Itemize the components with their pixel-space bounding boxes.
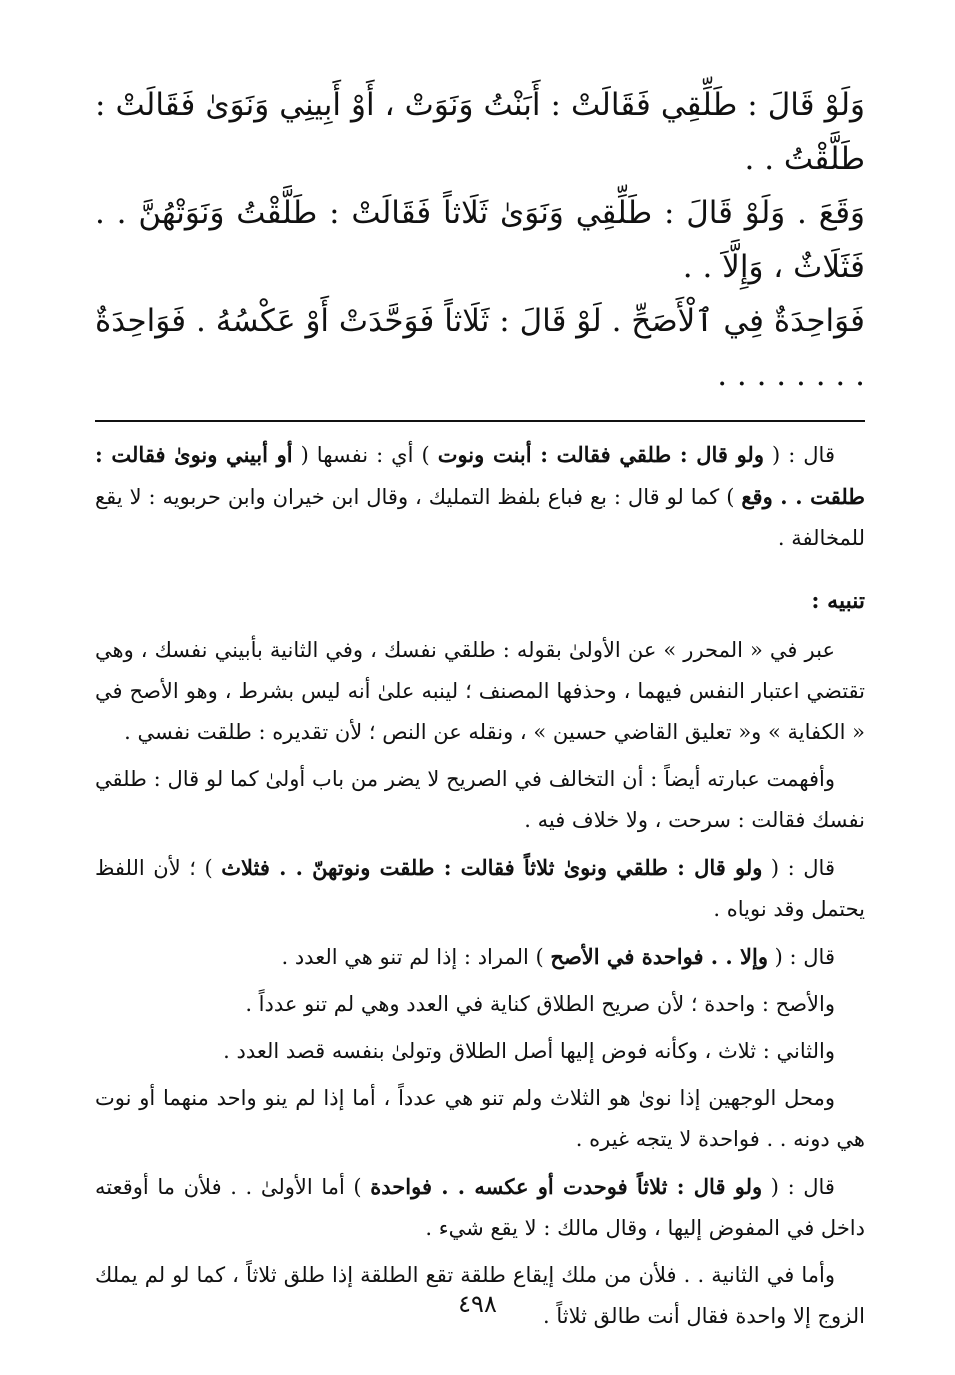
page-number: ٤٩٨: [458, 1290, 497, 1318]
section-heading: تنبيه :: [811, 588, 865, 614]
text-run: قال : (: [762, 856, 835, 880]
book-page: [95, 78, 865, 1348]
commentary-paragraph: والثاني : ثلاث ، وكأنه فوض إليها أصل الطلاق وتولىٰ بنفسه قصد العدد .: [223, 1039, 835, 1063]
text-run: ) ؛ لأن اللفظ يحتمل وقد نوياه .: [95, 856, 865, 921]
text-run: ) أما الأولىٰ . . فلأن ما أوقعته داخل في المفوض إليها ، وقال مالك : لا يقع شيء .: [95, 1175, 865, 1240]
commentary-paragraph: وأما في الثانية . . فلأن من ملك إيقاع طلقة تقع الطلقة إذا طلق ثلاثاً ، كما لو لم يملك الزوج إلا واحدة فقال أنت طالق ثلاثاً .: [95, 1263, 865, 1328]
matn-line: وَقَعَ . وَلَوْ قَالَ : طَلِّقِي وَنَوَىٰ ثَلَاثاً فَقَالَتْ : طَلَّقْتُ وَنَوَتْهُنَّ . . فَثَلَاثٌ ، وَإِلَّاَ . .: [95, 195, 865, 285]
commentary-block: [95, 434, 865, 1337]
matn-text-block: [95, 78, 865, 402]
text-run: قال : (: [762, 1175, 835, 1199]
matn-line: وَلَوْ قَالَ : طَلِّقِي فَقَالَتْ : أَبَنْتُ وَنَوَتْ ، أَوْ أَبِينِي وَنَوَىٰ فَقَالَتْ : طَلَّقْتُ . .: [95, 87, 865, 177]
text-run: قال : (: [763, 443, 835, 467]
quoted-matn: أو أبيني ونوىٰ فقالت : طلقت . . وقع: [95, 442, 865, 509]
commentary-paragraph: والأصح : واحدة ؛ لأن صريح الطلاق كناية في العدد وهي لم تنو عدداً .: [245, 992, 835, 1016]
commentary-paragraph: [95, 434, 865, 559]
commentary-paragraph: [95, 1166, 865, 1249]
commentary-paragraph: ومحل الوجهين إذا نوىٰ هو الثلاث ولم تنو هي عدداً ، أما إذا لم ينو واحد منهما أو نوت هي دونه . . فواحدة لا يتجه غيره .: [95, 1086, 865, 1151]
matn-line: فَوَاحِدَةٌ فِي ٱلْأَصَحِّ . لَوْ قَالَ : ثَلَاثاً فَوَحَّدَتْ أَوْ عَكْسُهُ . فَوَاحِدَةٌ . . . . . . . .: [95, 303, 865, 393]
text-run: قال : (: [768, 945, 835, 969]
quoted-matn: ولو قال : ثلاثاً فوحدت أو عكسه . . فواحدة: [370, 1174, 763, 1199]
separator-rule: [95, 420, 865, 422]
text-run: ) أي : نفسها (: [292, 443, 438, 467]
commentary-paragraph: [95, 936, 865, 978]
quoted-matn: ولو قال : طلقي فقالت : أبنت ونوت: [437, 442, 764, 467]
text-run: ) كما لو قال : بع فباع بلفظ التمليك ، وقال ابن خيران وابن حربويه : لا يقع للمخالفة .: [95, 485, 865, 550]
commentary-paragraph: [95, 847, 865, 930]
text-run: ) المراد : إذا لم تنو هي العدد .: [281, 945, 551, 969]
commentary-paragraph: عبر في « المحرر » عن الأولىٰ بقوله : طلقي نفسك ، وفي الثانية بأبيني نفسك ، وهي تقتضي اعتبار النفس فيهما ، وحذفها المصنف ؛ لينبه علىٰ أنه ليس بشرط ، وهو الأصح في « الكفاية » و« تعليق القاضي حسين » ، ونقله عن النص ؛ لأن تقديره : طلقت نفسي .: [95, 638, 865, 744]
quoted-matn: ولو قال : طلقي ونوىٰ ثلاثاً فقالت : طلقت ونوتهنّ . . فثلاث: [221, 855, 763, 880]
commentary-paragraph: وأفهمت عبارته أيضاً : أن التخالف في الصريح لا يضر من باب أولىٰ كما لو قال : طلقي نفسك فقالت : سرحت ، ولا خلاف فيه .: [95, 767, 865, 832]
quoted-matn: وإلا . . فواحدة في الأصح: [550, 944, 768, 969]
